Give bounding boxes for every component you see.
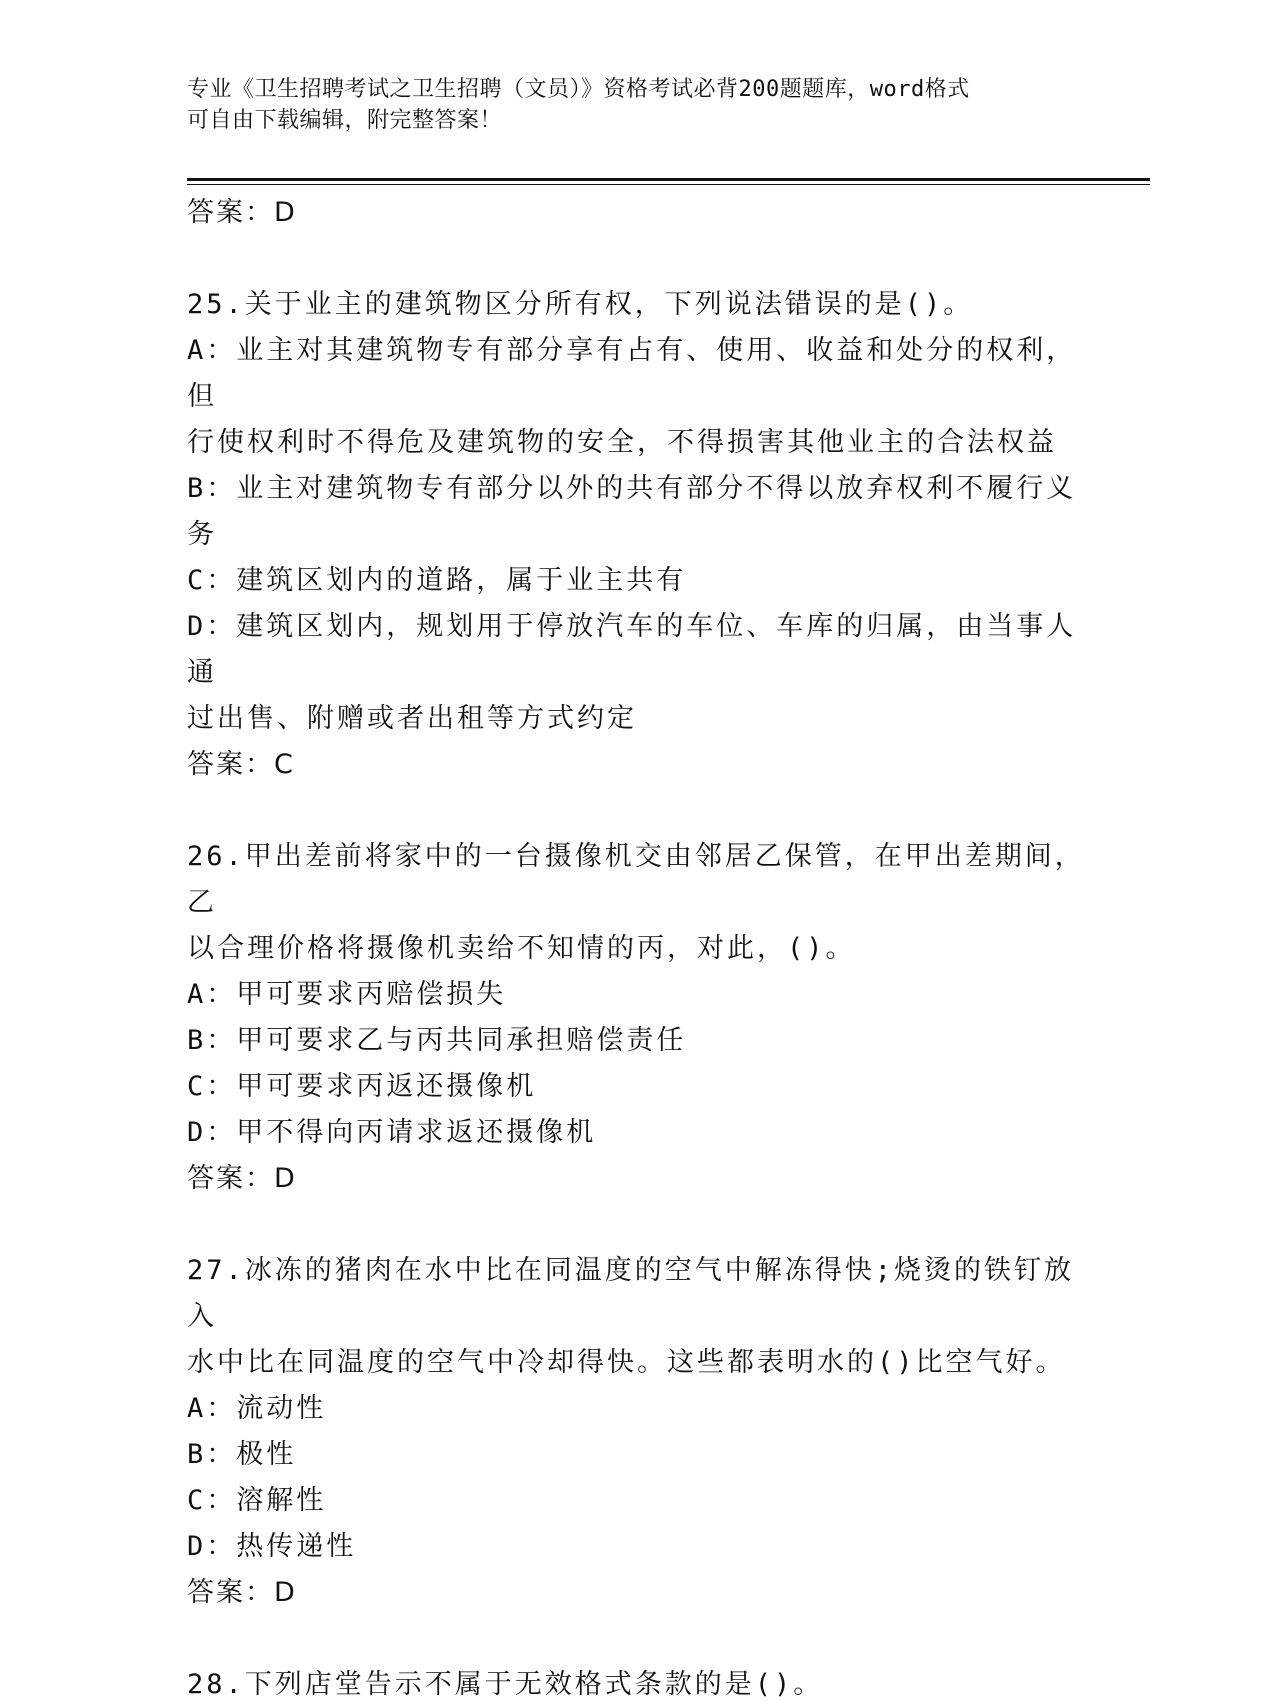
spacer xyxy=(187,1202,1087,1248)
question-stem-line-1: 27.冰冻的猪肉在水中比在同温度的空气中解冻得快;烧烫的铁钉放入 xyxy=(187,1255,1075,1332)
option-a-line-2: 行使权利时不得危及建筑物的安全，不得损害其他业主的合法权益 xyxy=(187,427,1057,458)
option-d xyxy=(187,604,1087,742)
header-divider-thin xyxy=(187,184,1150,185)
option-c: C：溶解性 xyxy=(187,1485,327,1516)
option-d-line-2: 过出售、附赠或者出租等方式约定 xyxy=(187,703,637,734)
header-divider-thick xyxy=(187,178,1150,181)
header-line-1: 专业《卫生招聘考试之卫生招聘（文员）》资格考试必背200题题库，word格式 xyxy=(187,77,970,102)
question-block xyxy=(187,834,1087,1202)
question-block xyxy=(187,1662,1087,1708)
question-list xyxy=(187,190,1087,1708)
option-c: C：甲可要求丙返还摄像机 xyxy=(187,1071,537,1102)
question-stem: 28.下列店堂告示不属于无效格式条款的是()。 xyxy=(187,1669,824,1700)
answer-line: 答案：C xyxy=(187,749,295,780)
option-c: C：建筑区划内的道路，属于业主共有 xyxy=(187,565,687,596)
question-stem-line-2: 以合理价格将摄像机卖给不知情的丙，对此，()。 xyxy=(187,933,856,964)
answer-line: 答案：D xyxy=(187,1577,297,1608)
question-block xyxy=(187,1248,1087,1616)
question-stem-line-1: 26.甲出差前将家中的一台摄像机交由邻居乙保管，在甲出差期间，乙 xyxy=(187,841,1085,918)
answer-line: 答案：D xyxy=(187,1163,297,1194)
option-d: D：热传递性 xyxy=(187,1531,357,1562)
option-a: A：甲可要求丙赔偿损失 xyxy=(187,979,507,1010)
option-a-line-1: A：业主对其建筑物专有部分享有占有、使用、收益和处分的权利，但 xyxy=(187,335,1077,412)
question-block xyxy=(187,282,1087,788)
option-d: D：甲不得向丙请求返还摄像机 xyxy=(187,1117,597,1148)
spacer xyxy=(187,1616,1087,1662)
option-a: A：流动性 xyxy=(187,1393,327,1424)
previous-answer: 答案：D xyxy=(187,197,297,228)
document-header xyxy=(187,74,1087,136)
spacer xyxy=(187,788,1087,834)
question-stem-line-2: 水中比在同温度的空气中冷却得快。这些都表明水的()比空气好。 xyxy=(187,1347,1066,1378)
question-stem xyxy=(187,834,1087,972)
header-line-2: 可自由下载编辑，附完整答案！ xyxy=(187,108,503,133)
spacer xyxy=(187,236,1087,282)
option-b: B：业主对建筑物专有部分以外的共有部分不得以放弃权利不履行义务 xyxy=(187,473,1077,550)
option-d-line-1: D：建筑区划内，规划用于停放汽车的车位、车库的归属，由当事人通 xyxy=(187,611,1077,688)
option-b: B：极性 xyxy=(187,1439,297,1470)
option-a xyxy=(187,328,1087,466)
question-stem: 25.关于业主的建筑物区分所有权，下列说法错误的是()。 xyxy=(187,289,974,320)
option-b: B：甲可要求乙与丙共同承担赔偿责任 xyxy=(187,1025,687,1056)
question-stem xyxy=(187,1248,1087,1386)
